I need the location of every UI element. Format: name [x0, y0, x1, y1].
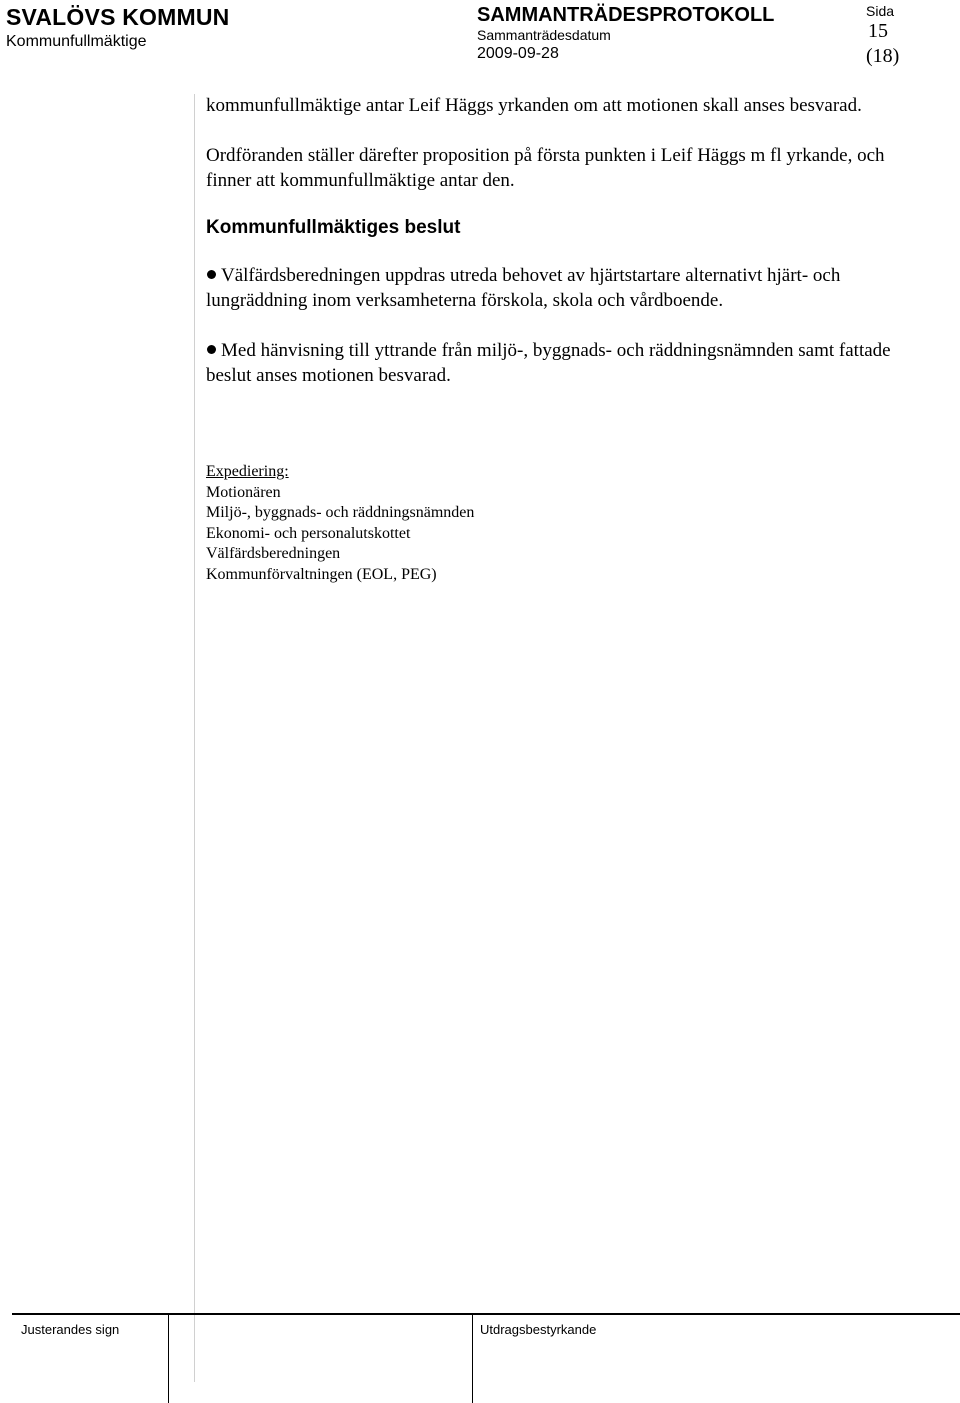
decision-item [206, 263, 926, 313]
meeting-date: 2009-09-28 [477, 45, 559, 62]
decision-heading: Kommunfullmäktiges beslut [206, 217, 461, 238]
left-margin-rule [194, 94, 195, 1382]
distribution-label: Expediering: [206, 463, 289, 480]
footer-rule [12, 1313, 960, 1315]
distribution-list [206, 462, 474, 585]
recipient: Välfärdsberedningen [206, 545, 341, 562]
signature-box-divider [472, 1315, 473, 1403]
signature-box-divider [168, 1315, 169, 1403]
decision-item-text: Med hänvisning till yttrande från miljö-, byggnads- och räddningsnämnden samt fattade beslut anses motionen besvarad. [206, 340, 891, 386]
date-label: Sammanträdesdatum [477, 27, 611, 43]
municipality-name: SVALÖVS KOMMUN [6, 4, 230, 30]
sign-label: Justerandes sign [21, 1322, 120, 1337]
extract-label: Utdragsbestyrkande [480, 1322, 597, 1337]
page-total: (18) [866, 45, 900, 67]
document-title: SAMMANTRÄDESPROTOKOLL [477, 4, 775, 26]
recipient: Kommunförvaltningen (EOL, PEG) [206, 565, 437, 583]
bullet-icon [207, 345, 216, 354]
body-name: Kommunfullmäktige [6, 33, 147, 50]
recipient: Ekonomi- och personalutskottet [206, 524, 411, 542]
decision-item-text: Välfärdsberedningen uppdras utreda behovet av hjärtstartare alternativt hjärt- och lungräddning inom verksamheterna förskola, skola och vårdboende. [206, 265, 841, 311]
page-label: Sida [866, 3, 895, 19]
bullet-icon [207, 270, 216, 279]
recipient: Miljö-, byggnads- och räddningsnämnden [206, 504, 475, 521]
paragraph: Ordföranden ställer därefter proposition på första punkten i Leif Häggs m fl yrkande, och finner att kommunfullmäktige antar den. [206, 145, 885, 191]
document-body [206, 93, 926, 413]
page-number: 15 [868, 20, 888, 42]
decision-item [206, 338, 926, 388]
paragraph: kommunfullmäktige antar Leif Häggs yrkanden om att motionen skall anses besvarad. [206, 95, 862, 116]
recipient: Motionären [206, 483, 281, 501]
